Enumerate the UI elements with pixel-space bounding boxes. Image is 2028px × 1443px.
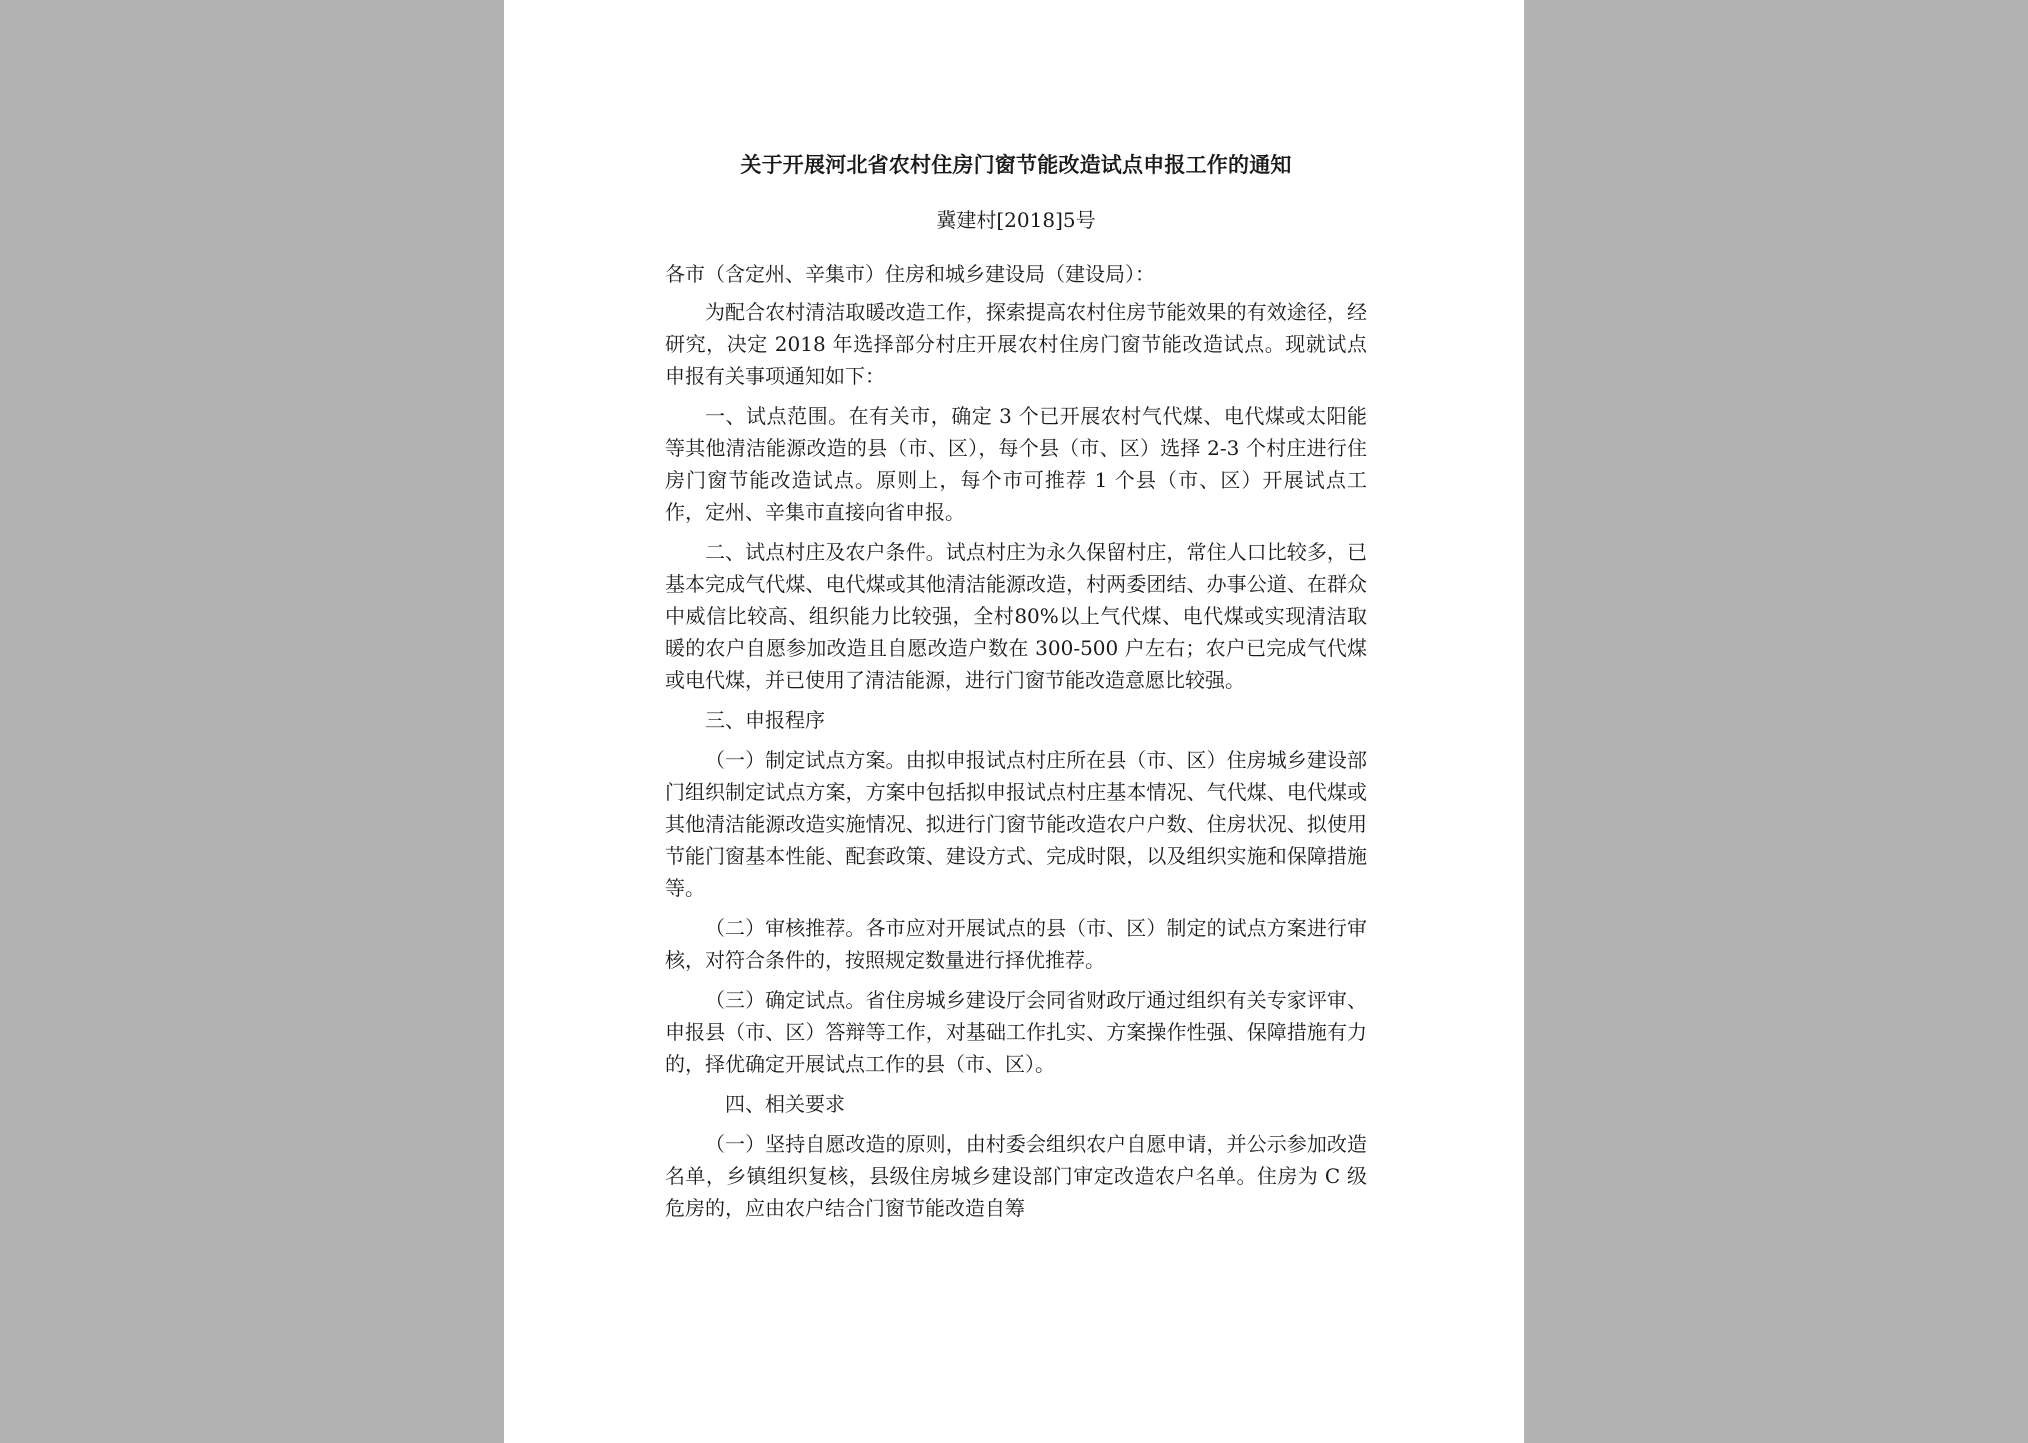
intro-paragraph: 为配合农村清洁取暖改造工作，探索提高农村住房节能效果的有效途径，经研究，决定 2018 年选择部分村庄开展农村住房门窗节能改造试点。现就试点申报有关事项通知如下：	[665, 300, 1367, 388]
document-page	[504, 0, 1524, 1443]
section-2-paragraph: 二、试点村庄及农户条件。试点村庄为永久保留村庄，常住人口比较多，已基本完成气代煤、电代煤或其他清洁能源改造，村两委团结、办事公道、在群众中威信比较高、组织能力比较强，全村80%以上气代煤、电代煤或实现清洁取暖的农户自愿参加改造且自愿改造户数在 300-500 户左右；农户已完成气代煤或电代煤，并已使用了清洁能源，进行门窗节能改造意愿比较强。	[665, 540, 1367, 692]
section-3-3-paragraph: （三）确定试点。省住房城乡建设厅会同省财政厅通过组织有关专家评审、申报县（市、区）答辩等工作，对基础工作扎实、方案操作性强、保障措施有力的，择优确定开展试点工作的县（市、区）。	[665, 988, 1367, 1076]
addressee-line: 各市（含定州、辛集市）住房和城乡建设局（建设局）：	[665, 262, 1155, 286]
section-4-1-paragraph: （一）坚持自愿改造的原则，由村委会组织农户自愿申请，并公示参加改造名单，乡镇组织复核，县级住房城乡建设部门审定改造农户名单。住房为 C 级危房的，应由农户结合门窗节能改造自筹	[665, 1132, 1367, 1220]
document-content	[665, 148, 1367, 1224]
section-4-heading: 四、相关要求	[725, 1092, 845, 1116]
section-3-heading: 三、申报程序	[705, 708, 825, 732]
document-title: 关于开展河北省农村住房门窗节能改造试点申报工作的通知	[740, 152, 1292, 177]
section-1-paragraph: 一、试点范围。在有关市，确定 3 个已开展农村气代煤、电代煤或太阳能等其他清洁能源改造的县（市、区），每个县（市、区）选择 2-3 个村庄进行住房门窗节能改造试点。原则上，每个市可推荐 1 个县（市、区）开展试点工作，定州、辛集市直接向省申报。	[665, 404, 1367, 524]
section-3-1-paragraph: （一）制定试点方案。由拟申报试点村庄所在县（市、区）住房城乡建设部门组织制定试点方案，方案中包括拟申报试点村庄基本情况、气代煤、电代煤或其他清洁能源改造实施情况、拟进行门窗节能改造农户户数、住房状况、拟使用节能门窗基本性能、配套政策、建设方式、完成时限，以及组织实施和保障措施等。	[665, 748, 1367, 900]
document-number: 冀建村[2018]5号	[936, 208, 1096, 232]
section-3-2-paragraph: （二）审核推荐。各市应对开展试点的县（市、区）制定的试点方案进行审核，对符合条件的，按照规定数量进行择优推荐。	[665, 916, 1367, 972]
